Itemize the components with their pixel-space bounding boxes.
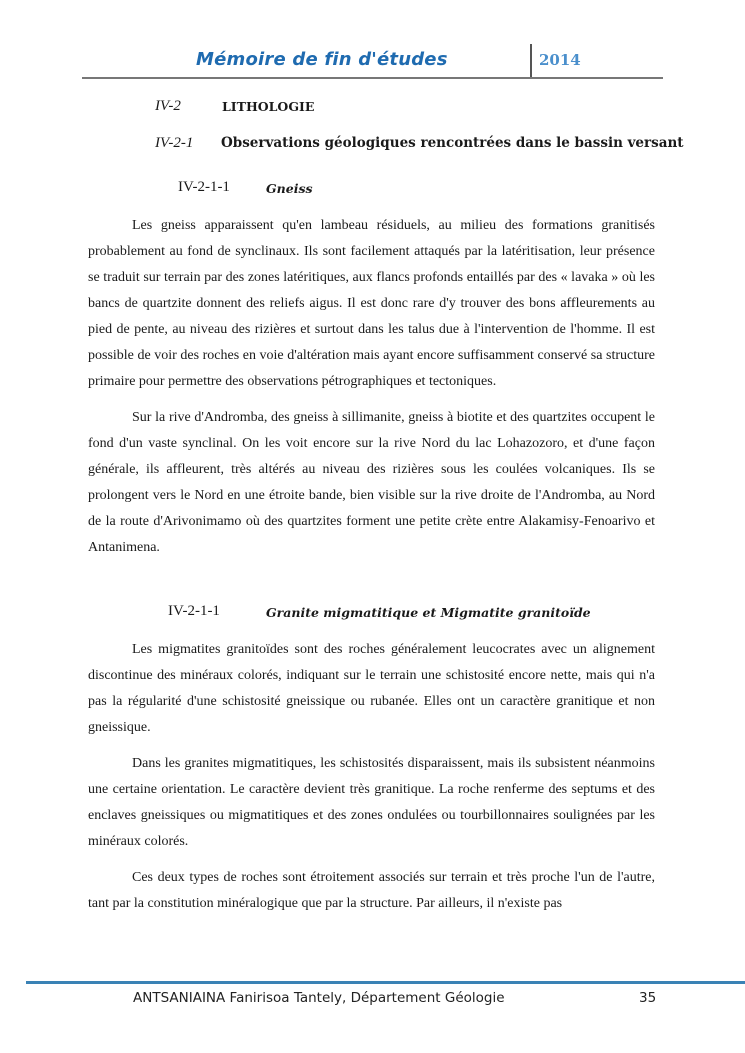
section-number-gneiss: IV-2-1-1 <box>178 179 230 195</box>
section-number-iv-2-1: IV-2-1 <box>155 135 194 151</box>
section-title-gneiss: Gneiss <box>266 181 313 196</box>
paragraph-granite-3: Ces deux types de roches sont étroitement associés sur terrain et très proche l'un de l'autre, tant par la constitution minéralogique que par la structure. Par ailleurs, il n'existe pas <box>88 870 655 911</box>
paragraph-granite-2: Dans les granites migmatitiques, les schistosités disparaissent, mais ils subsistent néanmoins une certaine orientation. Le caractère devient très granitique. La roche renferme des septums et des enclaves gneissiques ou migmatitiques et des zones ondulées ou tourbillonnaires soulignées par les minéraux colorés. <box>88 756 655 849</box>
body-text-gneiss <box>88 213 655 561</box>
section-title-lithologie: LITHOLOGIE <box>222 99 315 114</box>
header-rule <box>82 77 663 79</box>
header-title: Mémoire de fin d'études <box>196 49 448 70</box>
footer-author: ANTSANIAINA Fanirisoa Tantely, Département Géologie <box>133 990 505 1006</box>
paragraph-granite-1: Les migmatites granitoïdes sont des roches généralement leucocrates avec un alignement discontinue des minéraux colorés, indiquant sur le terrain une schistosité encore nette, mais qui n'a pas la régularité d'une schistosité gneissique ou rubanée. Elles ont un caractère granitique et non gneissique. <box>88 642 655 735</box>
section-title-granite: Granite migmatitique et Migmatite granitoïde <box>266 605 591 620</box>
paragraph-gneiss-1: Les gneiss apparaissent qu'en lambeau résiduels, au milieu des formations granitisés probablement au fond de synclinaux. Ils sont facilement attaqués par la latéritisation, leur présence se traduit sur terrain par des zones latéritiques, aux flancs profonds entaillés par des « lavaka » où les bancs de quartzite donnent des reliefs aigus. Il est donc rare d'y trouver des bons affleurements au pied de pente, au niveau des rizières et surtout dans les talus due à l'intervention de l'homme. Il est possible de voir des roches en voie d'altération mais ayant encore suffisamment conservé sa structure primaire pour permettre des observations pétrographiques et tectoniques. <box>88 218 655 389</box>
header-year: 2014 <box>539 51 581 69</box>
body-text-granite <box>88 637 655 917</box>
footer-rule <box>26 981 745 984</box>
section-number-iv-2: IV-2 <box>155 98 181 114</box>
header-separator <box>530 44 532 78</box>
section-title-observations: Observations géologiques rencontrées dans le bassin versant <box>221 135 684 151</box>
page-number: 35 <box>639 990 657 1006</box>
paragraph-gneiss-2: Sur la rive d'Andromba, des gneiss à sillimanite, gneiss à biotite et des quartzites occupent le fond d'un vaste synclinal. On les voit encore sur la rive Nord du lac Lohazozoro, et d'une façon générale, ils affleurent, très altérés au niveau des rizières sous les coulées volcaniques. Ils se prolongent vers le Nord en une étroite bande, bien visible sur la rive droite de l'Andromba, au Nord de la route d'Arivonimamo où des quartzites forment une petite crète entre Alakamisy-Fenoarivo et Antanimena. <box>88 410 655 555</box>
section-number-granite: IV-2-1-1 <box>168 603 220 619</box>
